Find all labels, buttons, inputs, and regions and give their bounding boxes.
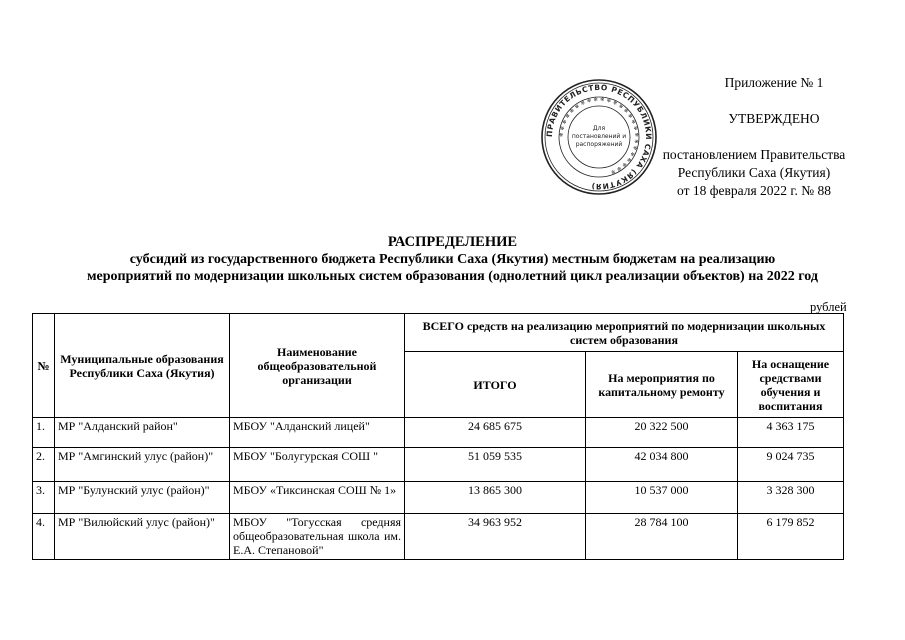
header-equipment: На оснащение средствами обучения и воспитания	[738, 352, 844, 418]
row-total: 24 685 675	[405, 418, 586, 448]
title-line-3: мероприятий по модернизации школьных систем образования (однолетний цикл реализации объектов) на 2022 год	[87, 269, 818, 284]
seal-inner-line3: распоряжений	[575, 141, 623, 148]
row-equipment: 6 179 852	[738, 514, 844, 560]
header-municipality: Муниципальные образования Республики Саха (Якутия)	[55, 314, 230, 418]
approval-line-3: от 18 февраля 2022 г. № 88	[677, 183, 831, 198]
table-row	[33, 418, 844, 448]
row-equipment: 4 363 175	[738, 418, 844, 448]
seal-inner-line1: Для	[592, 125, 606, 132]
approval-line-1: постановлением Правительства	[662, 147, 846, 162]
document-title	[0, 234, 905, 285]
row-organization: МБОУ "Болугурская СОШ "	[230, 448, 405, 482]
row-num: 4.	[33, 514, 55, 560]
row-municipality: МР "Амгинский улус (район)"	[55, 448, 230, 482]
table-row	[33, 514, 844, 560]
row-repair: 42 034 800	[586, 448, 738, 482]
header-organization: Наименование общеобразовательной организации	[230, 314, 405, 418]
row-equipment: 3 328 300	[738, 482, 844, 514]
svg-text:✻ ✻ ✻ ✻ ✻ ✻ ✻ ✻ ✻ ✻ ✻ ✻ ✻ ✻ ✻: ✻ ✻ ✻ ✻ ✻ ✻ ✻ ✻ ✻ ✻ ✻ ✻ ✻ ✻ ✻ ✻ ✻ ✻ ✻ ✻ ✻ ✻ ✻ ✻ ✻	[558, 96, 640, 175]
row-total: 13 865 300	[405, 482, 586, 514]
approval-line-2: Республики Саха (Якутия)	[677, 165, 831, 180]
approval-block	[628, 74, 880, 200]
seal-outer-text: ПРАВИТЕЛЬСТВО РЕСПУБЛИКИ САХА (ЯКУТИЯ)	[544, 82, 654, 192]
row-num: 2.	[33, 448, 55, 482]
header-repair: На мероприятия по капитальному ремонту	[586, 352, 738, 418]
subsidy-table	[32, 313, 844, 560]
row-municipality: МР "Алданский район"	[55, 418, 230, 448]
header-total: ИТОГО	[405, 352, 586, 418]
header-num: №	[33, 314, 55, 418]
row-num: 3.	[33, 482, 55, 514]
row-repair: 20 322 500	[586, 418, 738, 448]
row-equipment: 9 024 735	[738, 448, 844, 482]
annex-label: Приложение № 1	[724, 75, 824, 90]
table-row	[33, 482, 844, 514]
row-organization: МБОУ "Алданский лицей"	[230, 418, 405, 448]
row-total: 51 059 535	[405, 448, 586, 482]
row-municipality: МР "Булунский улус (район)"	[55, 482, 230, 514]
row-repair: 28 784 100	[586, 514, 738, 560]
unit-label: рублей	[810, 300, 847, 314]
table-row	[33, 448, 844, 482]
title-line-2: субсидий из государственного бюджета Республики Саха (Якутия) местным бюджетам на реализацию	[129, 252, 776, 267]
approved-label: УТВЕРЖДЕНО	[728, 111, 820, 126]
seal-inner-line2: постановлений и	[571, 133, 627, 140]
row-organization: МБОУ «Тиксинская СОШ № 1»	[230, 482, 405, 514]
title-line-1: РАСПРЕДЕЛЕНИЕ	[387, 234, 518, 250]
row-num: 1.	[33, 418, 55, 448]
header-total-group: ВСЕГО средств на реализацию мероприятий по модернизации школьных систем образования	[405, 314, 844, 352]
row-repair: 10 537 000	[586, 482, 738, 514]
row-organization: МБОУ "Тогусская средняя общеобразовательная школа им. Е.А. Степановой"	[230, 514, 405, 560]
row-total: 34 963 952	[405, 514, 586, 560]
row-municipality: МР "Вилюйский улус (район)"	[55, 514, 230, 560]
